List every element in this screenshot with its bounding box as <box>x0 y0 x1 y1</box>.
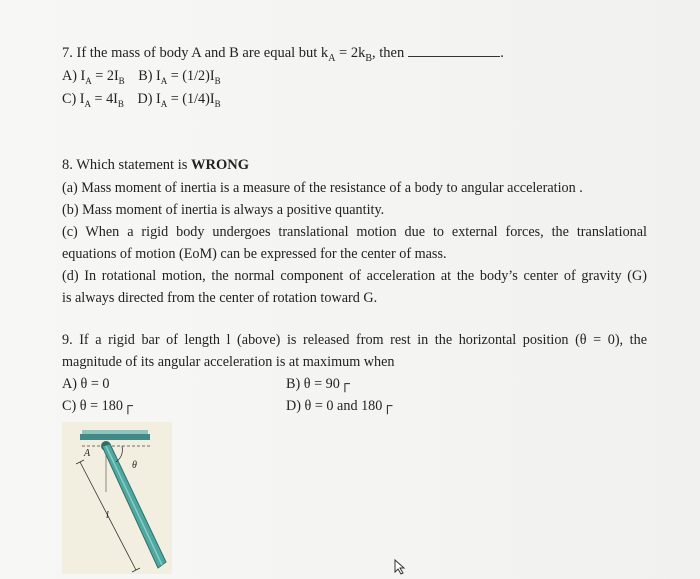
q9-option-a[interactable]: A) θ = 0 <box>62 376 110 392</box>
q7-sub-b: B <box>365 52 373 64</box>
rigid-bar-diagram <box>62 422 172 574</box>
label-theta: θ <box>132 460 137 471</box>
q9-option-b[interactable]: B) θ = 90┌ <box>286 376 350 392</box>
q7-options-row1 <box>62 67 221 90</box>
q9-stem-line1: 9. If a rigid bar of length l (above) is released from rest in the horizontal position (θ = 0), the <box>62 332 647 348</box>
q8-stem-text: 8. Which statement is <box>62 157 191 173</box>
q7-option-d[interactable]: D) $I_A = (1/4)I_B$ <box>137 91 221 109</box>
mouse-cursor-icon <box>393 558 407 576</box>
q7-stem-mid: = 2k <box>335 45 366 61</box>
label-a: A <box>84 448 91 459</box>
q7-option-b[interactable]: B) $I_A = (1/2)I_B$ <box>138 68 221 86</box>
q7-sub-a: A <box>328 52 336 64</box>
answer-blank[interactable] <box>408 44 500 57</box>
q9-option-c[interactable]: C) θ = 180┌ <box>62 398 133 414</box>
q8-option-c-line1[interactable]: (c) When a rigid body undergoes translational motion due to external forces, the translational <box>62 224 647 240</box>
ceiling-support <box>80 434 150 440</box>
rigid-bar-figure <box>62 422 172 574</box>
q8-option-a[interactable]: (a) Mass moment of inertia is a measure of the resistance of a body to angular acceleration . <box>62 180 583 196</box>
q7-options-row2 <box>62 90 221 113</box>
q8-stem-bold: WRONG <box>191 157 249 173</box>
label-length: l <box>106 510 109 521</box>
q8-option-c-line2: equations of motion (EoM) can be expressed for the center of mass. <box>62 246 447 262</box>
q9-stem-line2: magnitude of its angular acceleration is at maximum when <box>62 354 395 370</box>
q7-option-c[interactable]: C) $I_A = 4I_B$ <box>62 91 124 109</box>
q7-stem-tail: , then <box>372 45 405 61</box>
q9-option-d[interactable]: D) θ = 0 and 180┌ <box>286 398 393 414</box>
dim-tick-bottom <box>132 568 140 572</box>
q7-stem: 7. If the mass of body A and B are equal but $k_A = 2k_B$, then . <box>62 45 504 64</box>
q8-option-d-line2: is always directed from the center of rotation toward G. <box>62 290 378 306</box>
q8-option-d-line1[interactable]: (d) In rotational motion, the normal component of acceleration at the body’s center of gravity (G) <box>62 268 647 284</box>
dim-tick-top <box>76 460 84 464</box>
ceiling-support-top <box>82 430 148 434</box>
q8-stem <box>62 156 249 174</box>
q7-stem-text: 7. If the mass of body A and B are equal but k <box>62 45 329 61</box>
q7-option-a[interactable]: A) $I_A = 2I_B$ <box>62 68 125 86</box>
q8-option-b[interactable]: (b) Mass moment of inertia is always a positive quantity. <box>62 202 385 218</box>
